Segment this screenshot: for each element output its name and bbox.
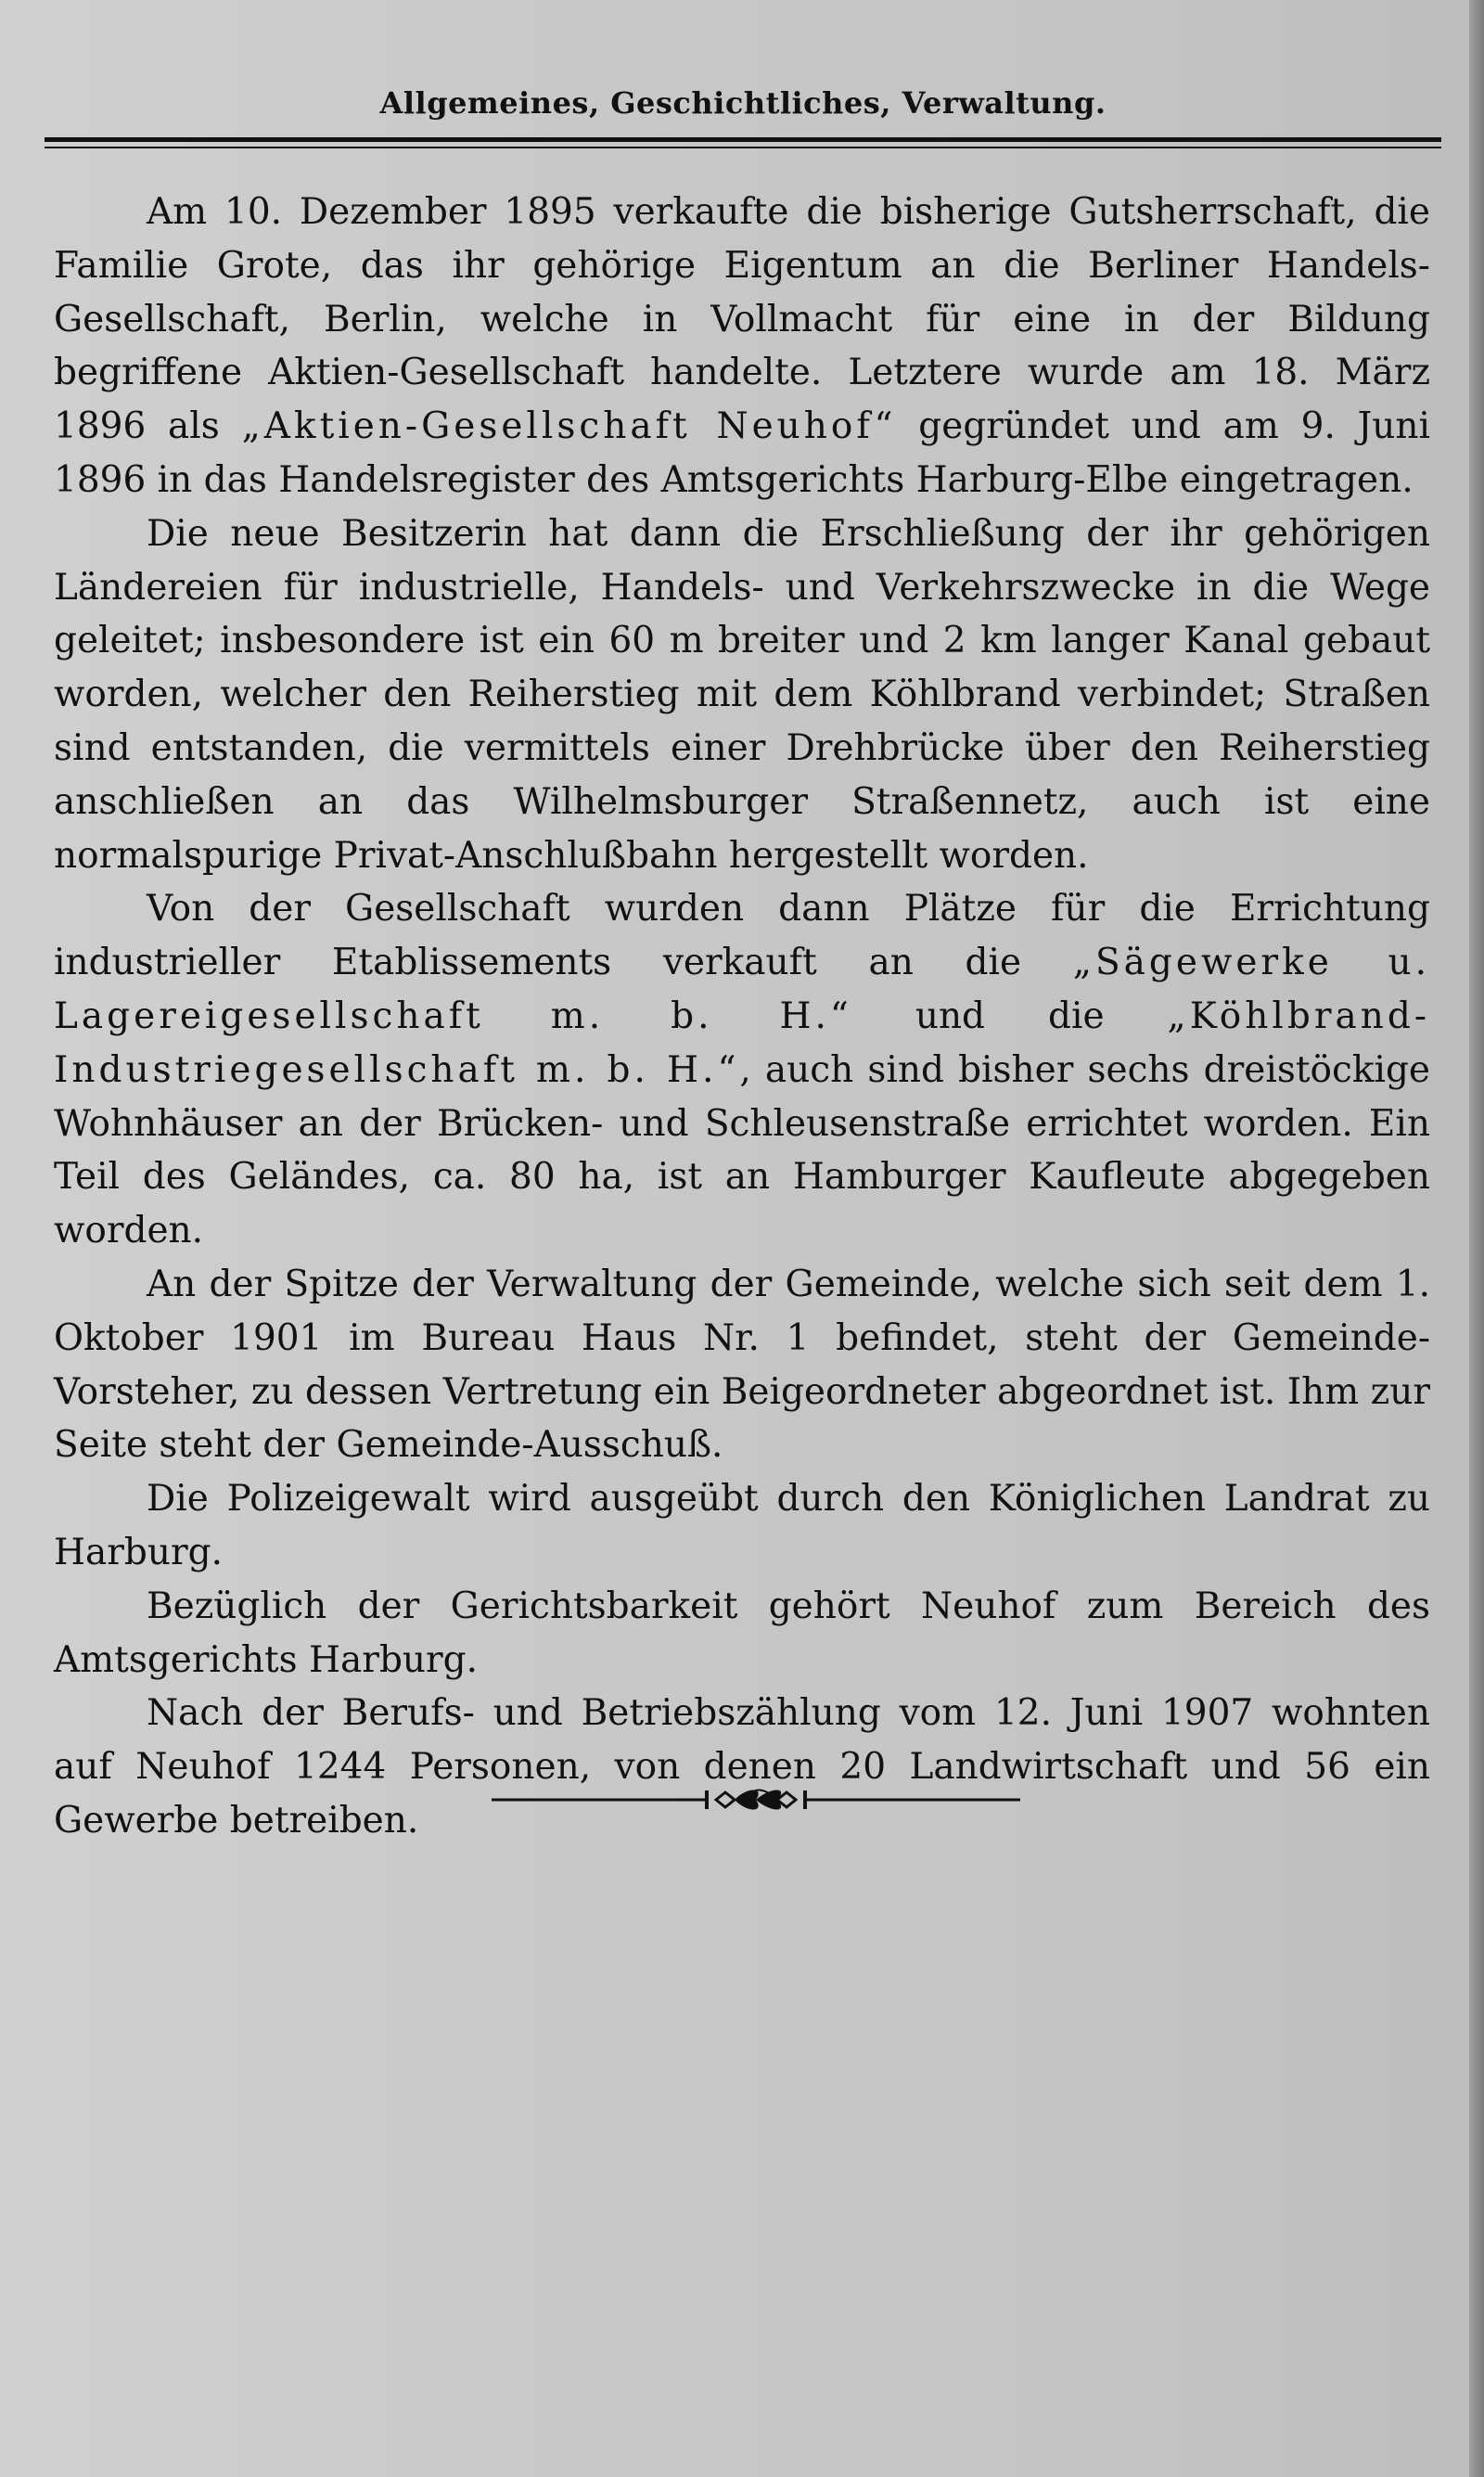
paragraph-text: Bezüglich der Gerichtsbarkeit gehört Neuhof zum Bereich des Amtsgerichts Harburg.	[54, 1585, 1430, 1681]
page-edge-shadow	[1469, 0, 1484, 2477]
paragraph-administration	[54, 1258, 1430, 1472]
paragraph-text: Die neue Besitzerin hat dann die Erschließung der ihr gehörigen Ländereien für industrielle, Handels- und Verkehrszwecke in die Wege geleitet; insbesondere ist ein 60 m breiter und 2 km langer Kanal gebaut worden, welcher den Reiherstieg mit dem Köhlbrand verbindet; Straßen sind entstanden, die vermittels einer Drehbrücke über den Reiherstieg anschließen an das Wilhelmsburger Straßennetz, auch ist eine normalspurige Privat-Anschlußbahn hergestellt worden.	[54, 512, 1430, 877]
company-name-saegewerke: „Sägewerke u. Lagereigesellschaft m. b. H.“	[54, 942, 1430, 1037]
paragraph-development	[54, 507, 1430, 883]
paragraph-land-sales	[54, 882, 1430, 1258]
header-rule-thick	[45, 137, 1441, 142]
body-text	[54, 186, 1430, 1848]
header-rule-thin	[45, 147, 1441, 148]
paragraph-text: gegründet und am 9. Juni 1896 in das Handelsregister des Amtsgerichts Harburg-Elbe eingetragen.	[54, 405, 1431, 501]
paragraph-police	[54, 1472, 1430, 1580]
paragraph-census	[54, 1687, 1430, 1847]
running-header: Allgemeines, Geschichtliches, Verwaltung.	[379, 85, 1107, 121]
company-name-aktien-gesellschaft: „Aktien-Gesellschaft Neuhof“	[241, 405, 897, 448]
paragraph-text: Nach der Berufs- und Betriebszählung vom 12. Juni 1907 wohnten auf Neuhof 1244 Personen, von denen 20 Landwirtschaft und 56 ein Gewerbe betreiben.	[54, 1692, 1430, 1842]
paragraph-text: Die Polizeigewalt wird ausgeübt durch den Königlichen Landrat zu Harburg.	[54, 1478, 1430, 1573]
paragraph-text: , auch sind bisher sechs dreistöckige Wohnhäuser an der Brücken- und Schleusenstraße errichtet worden. Ein Teil des Geländes, ca. 80 ha, ist an Hamburger Kaufleute abgegeben worden.	[54, 1048, 1431, 1252]
paragraph-text: An der Spitze der Verwaltung der Gemeinde, welche sich seit dem 1. Oktober 1901 im Bureau Haus Nr. 1 befindet, steht der Gemeinde-Vorsteher, zu dessen Vertretung ein Beigeordneter abgeordnet ist. Ihm zur Seite steht der Gemeinde-Ausschuß.	[54, 1263, 1430, 1467]
paragraph-text: und die	[851, 995, 1168, 1037]
fleuron-ornament-icon	[492, 1781, 1020, 1818]
paragraph-text: Von der Gesellschaft wurden dann Plätze für die Errichtung industrieller Etablissements verkauft an die	[54, 888, 1430, 984]
paragraph-jurisdiction	[54, 1580, 1430, 1688]
company-name-koehlbrand: „Köhlbrand-Industriegesellschaft m. b. H.“	[54, 995, 1430, 1091]
paragraph-sale-1895	[54, 186, 1430, 507]
paragraph-text: Am 10. Dezember 1895 verkaufte die bisherige Gutsherrschaft, die Familie Grote, das ihr gehörige Eigentum an die Berliner Handels-Gesellschaft, Berlin, welche in Vollmacht für eine in der Bildung begriffene Aktien-Gesellschaft handelte. Letztere wurde am 18. März 1896 als	[54, 191, 1430, 448]
